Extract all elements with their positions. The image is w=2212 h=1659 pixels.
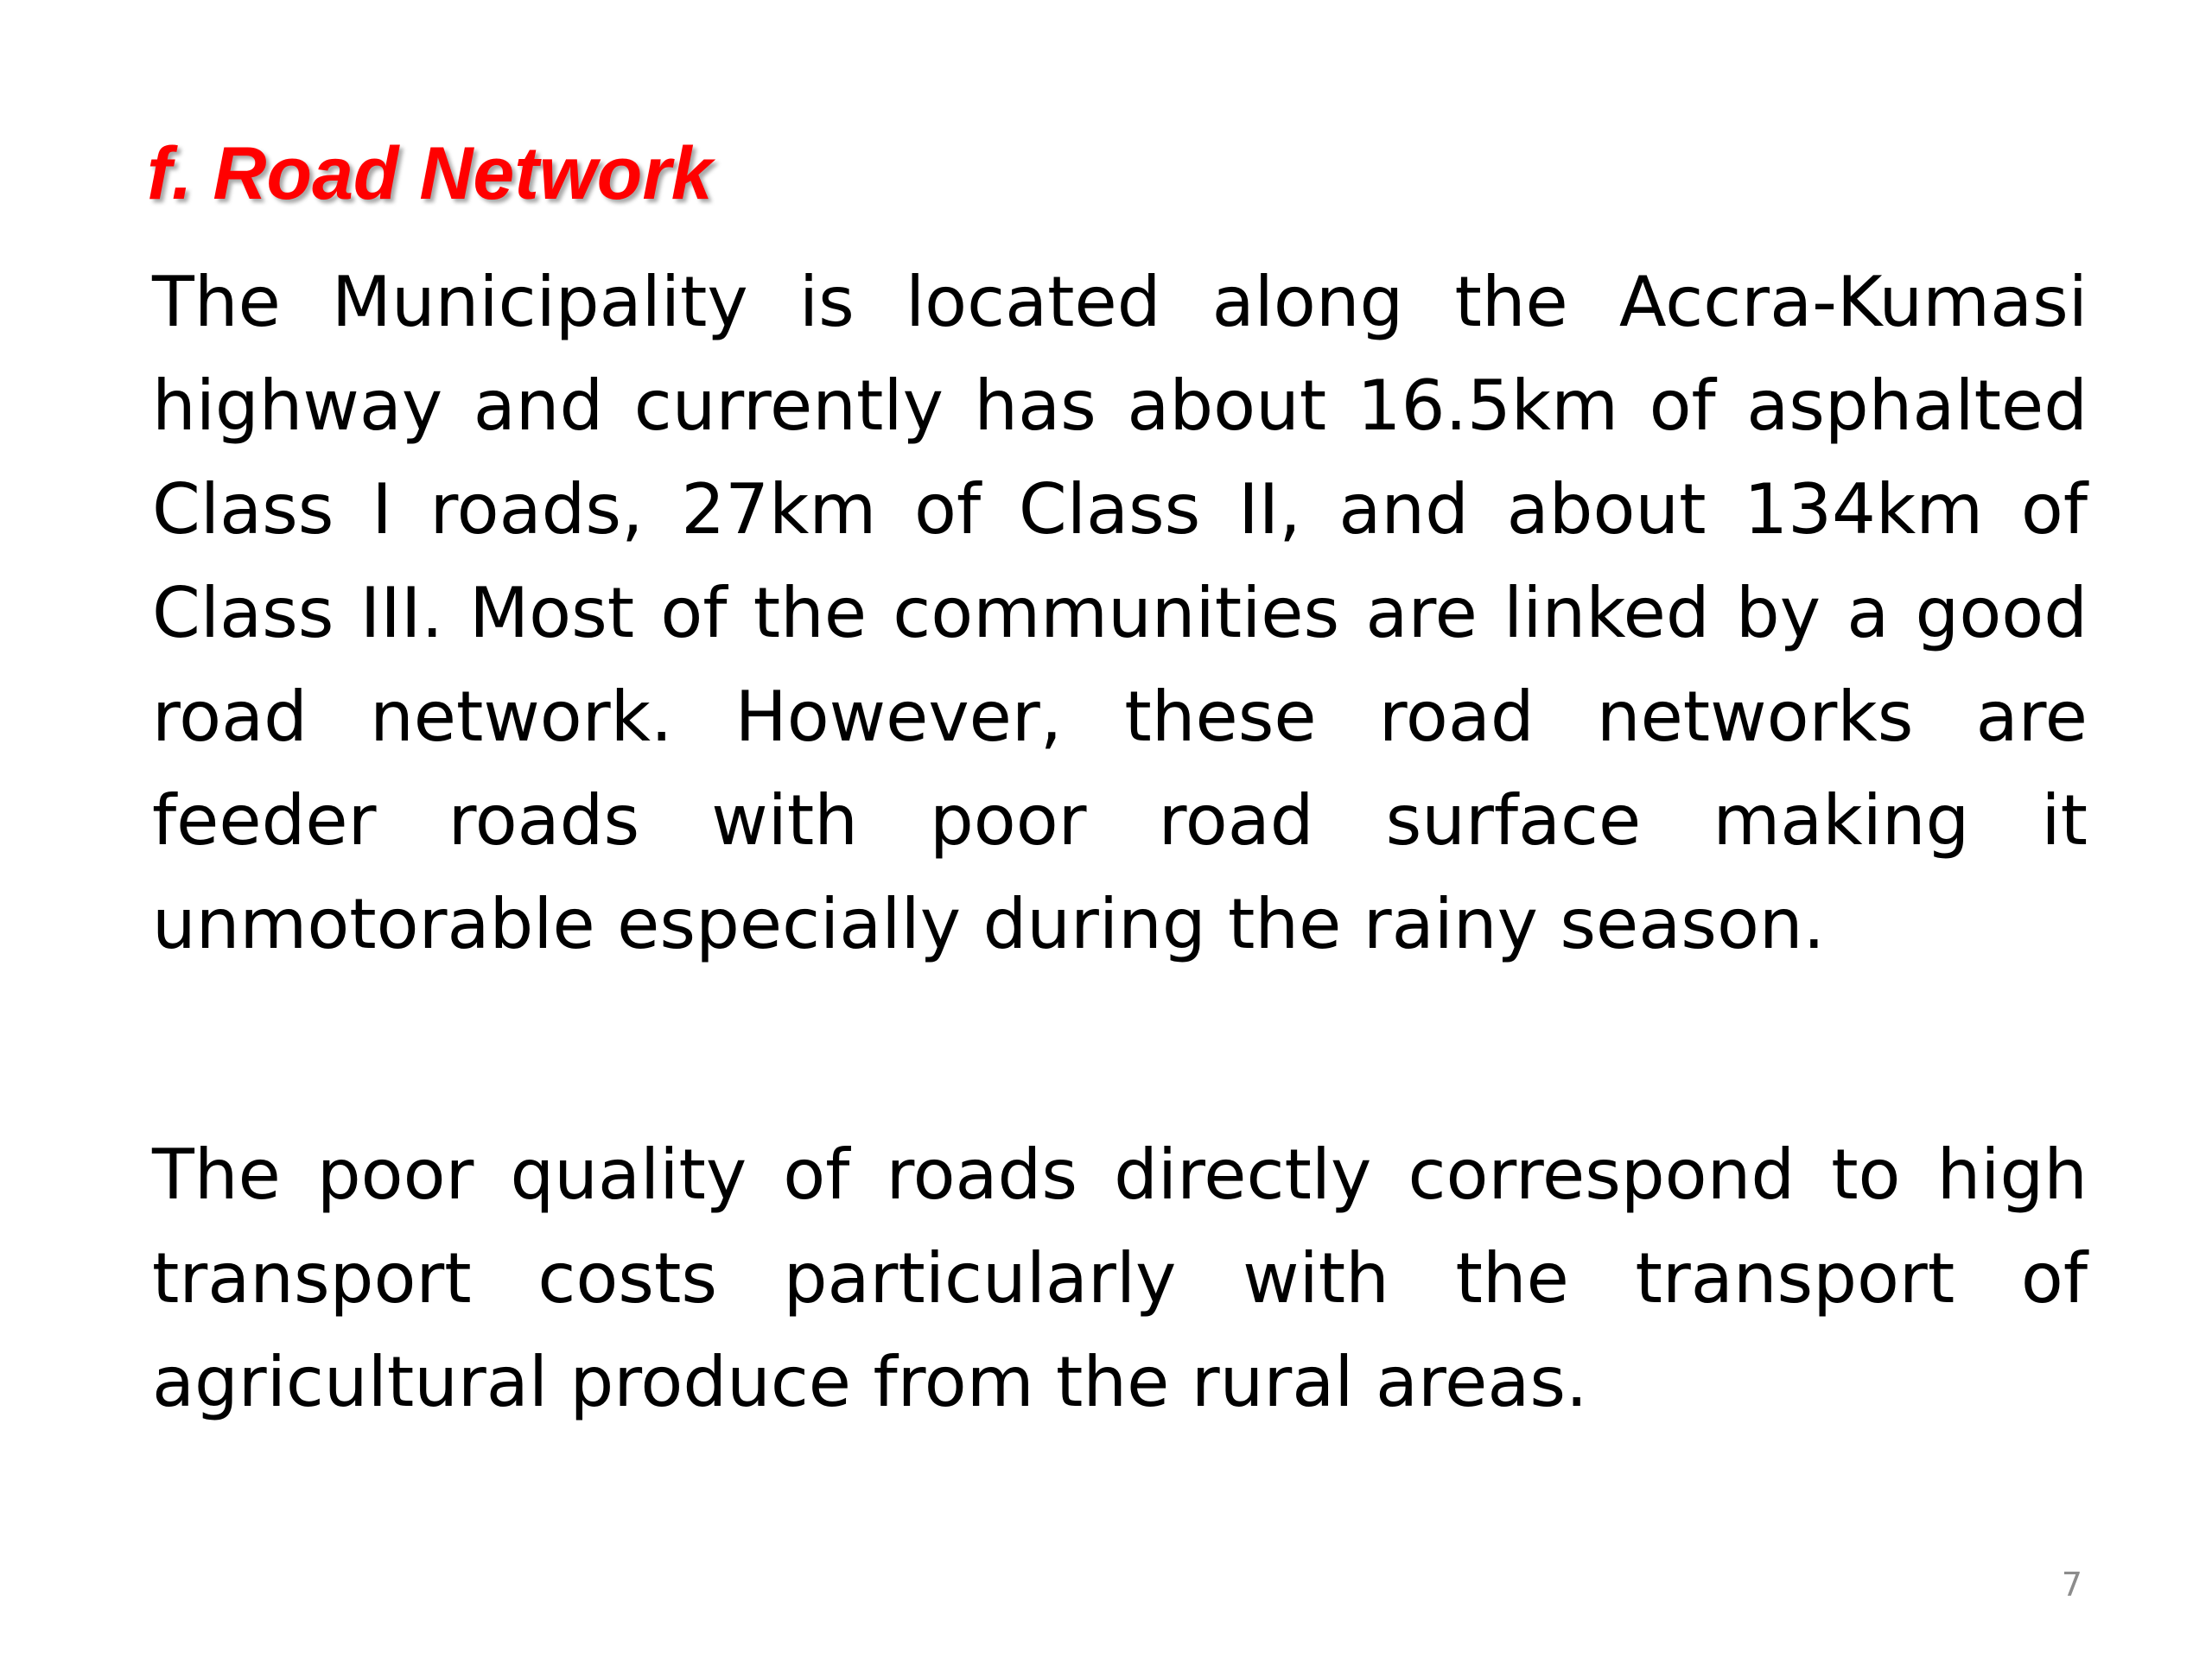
body-paragraph-2: The poor quality of roads directly correspond to high transport costs particularly with the transport of agricultural produce from the rural areas.	[152, 1135, 2088, 1422]
slide-title: f. Road Network	[147, 132, 713, 215]
body-paragraph-1: The Municipality is located along the Accra-Kumasi highway and currently has about 16.5km of asphalted Class I roads, 27km of Class II, and about 134km of Class III. Most of the communities are linked by a good road network. However, these road networks are feeder roads with poor road surface making it unmotorable especially during the rainy season.	[152, 262, 2088, 964]
slide-number: 7	[2061, 1566, 2082, 1604]
